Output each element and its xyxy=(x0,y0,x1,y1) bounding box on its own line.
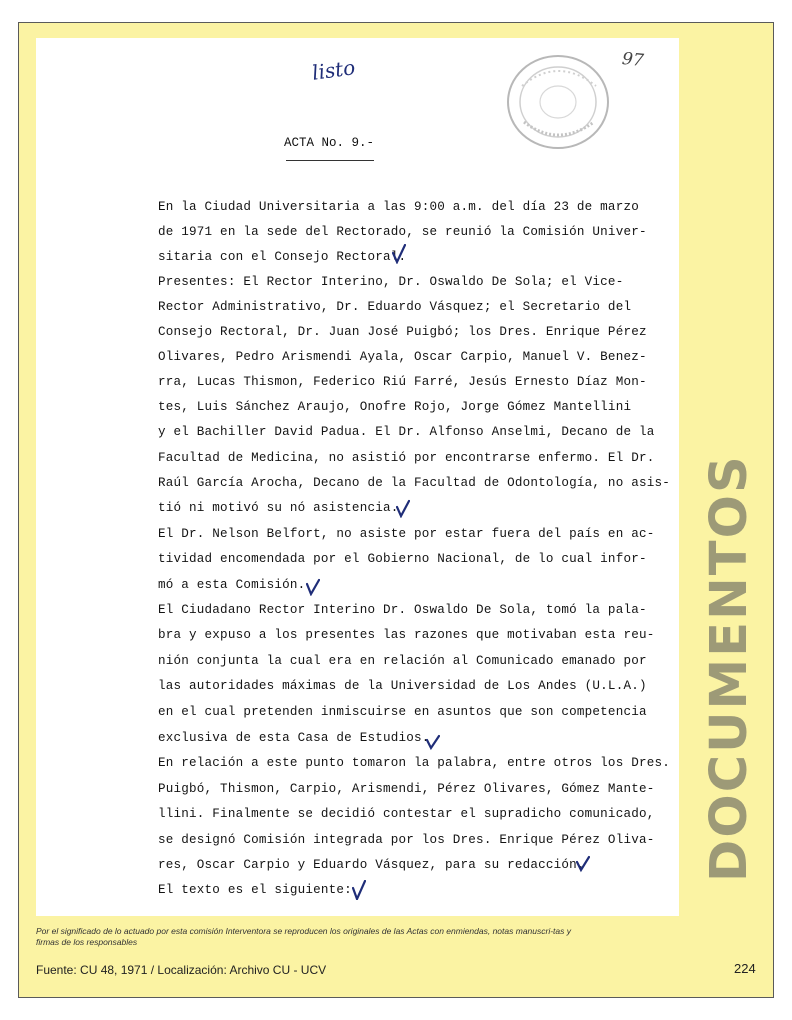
source-attribution: Fuente: CU 48, 1971 / Localización: Archivo CU - UCV xyxy=(36,963,327,977)
text-line: El texto es el siguiente: xyxy=(158,883,352,897)
text-line: de 1971 en la sede del Rectorado, se reunió la Comisión Univer- xyxy=(158,225,647,239)
text-line: Puigbó, Thismon, Carpio, Arismendi, Pérez Olivares, Gómez Mante- xyxy=(158,782,655,796)
checkmark-icon xyxy=(396,498,410,518)
text-line: Consejo Rectoral, Dr. Juan José Puigbó; los Dres. Enrique Pérez xyxy=(158,325,647,339)
page-number: 224 xyxy=(734,961,756,976)
text-line: En relación a este punto tomaron la palabra, entre otros los Dres. xyxy=(158,756,670,770)
text-line: exclusiva de esta Casa de Estudios. xyxy=(158,731,430,745)
text-line: El Ciudadano Rector Interino Dr. Oswaldo De Sola, tomó la pala- xyxy=(158,603,647,617)
caption-note: Por el significado de lo actuado por esta comisión Interventora se reproducen los originales de las Actas con enmiendas, notas manuscri-tas y firmas de los responsables xyxy=(36,926,572,947)
text-line: Rector Administrativo, Dr. Eduardo Vásquez; el Secretario del xyxy=(158,300,632,314)
text-line: tividad encomendada por el Gobierno Nacional, de lo cual infor- xyxy=(158,552,647,566)
handwritten-note: listo xyxy=(310,55,357,85)
text-line: llini. Finalmente se decidió contestar el supradicho comunicado, xyxy=(158,807,655,821)
text-line: Raúl García Arocha, Decano de la Facultad de Odontología, no asis- xyxy=(158,476,670,490)
text-line: y el Bachiller David Padua. El Dr. Alfonso Anselmi, Decano de la xyxy=(158,425,655,439)
seal-stamp-icon xyxy=(500,52,615,152)
text-line: res, Oscar Carpio y Eduardo Vásquez, para su redacción. xyxy=(158,858,585,872)
handwritten-page-number: 97 xyxy=(621,48,645,72)
text-line: tes, Luis Sánchez Araujo, Onofre Rojo, Jorge Gómez Mantellini xyxy=(158,400,632,414)
text-line: nión conjunta la cual era en relación al Comunicado emanado por xyxy=(158,654,647,668)
text-line: Facultad de Medicina, no asistió por encontrarse enfermo. El Dr. xyxy=(158,451,655,465)
text-line: En la Ciudad Universitaria a las 9:00 a.m. del día 23 de marzo xyxy=(158,200,639,214)
text-line: El Dr. Nelson Belfort, no asiste por estar fuera del país en ac- xyxy=(158,527,655,541)
text-line: mó a esta Comisión. xyxy=(158,578,306,592)
text-line: las autoridades máximas de la Universidad de Los Andes (U.L.A.) xyxy=(158,679,647,693)
checkmark-icon xyxy=(392,244,406,264)
text-line: Olivares, Pedro Arismendi Ayala, Oscar Carpio, Manuel V. Benez- xyxy=(158,350,647,364)
checkmark-icon xyxy=(576,854,590,874)
document-title: ACTA No. 9.- xyxy=(284,136,375,150)
text-line: Presentes: El Rector Interino, Dr. Oswaldo De Sola; el Vice- xyxy=(158,275,624,289)
checkmark-icon xyxy=(426,732,440,752)
checkmark-icon xyxy=(352,880,366,900)
text-line: tió ni motivó su nó asistencia. xyxy=(158,501,399,515)
text-line: rra, Lucas Thismon, Federico Riú Farré, Jesús Ernesto Díaz Mon- xyxy=(158,375,647,389)
title-underline xyxy=(286,160,374,161)
text-line: bra y expuso a los presentes las razones que motivaban esta reu- xyxy=(158,628,655,642)
text-line: en el cual pretenden inmiscuirse en asuntos que son competencia xyxy=(158,705,647,719)
text-line: sitaria con el Consejo Rectoral. xyxy=(158,250,407,264)
section-title-vertical: DOCUMENTOS xyxy=(700,454,759,882)
checkmark-icon xyxy=(306,576,320,596)
text-line: se designó Comisión integrada por los Dres. Enrique Pérez Oliva- xyxy=(158,833,655,847)
